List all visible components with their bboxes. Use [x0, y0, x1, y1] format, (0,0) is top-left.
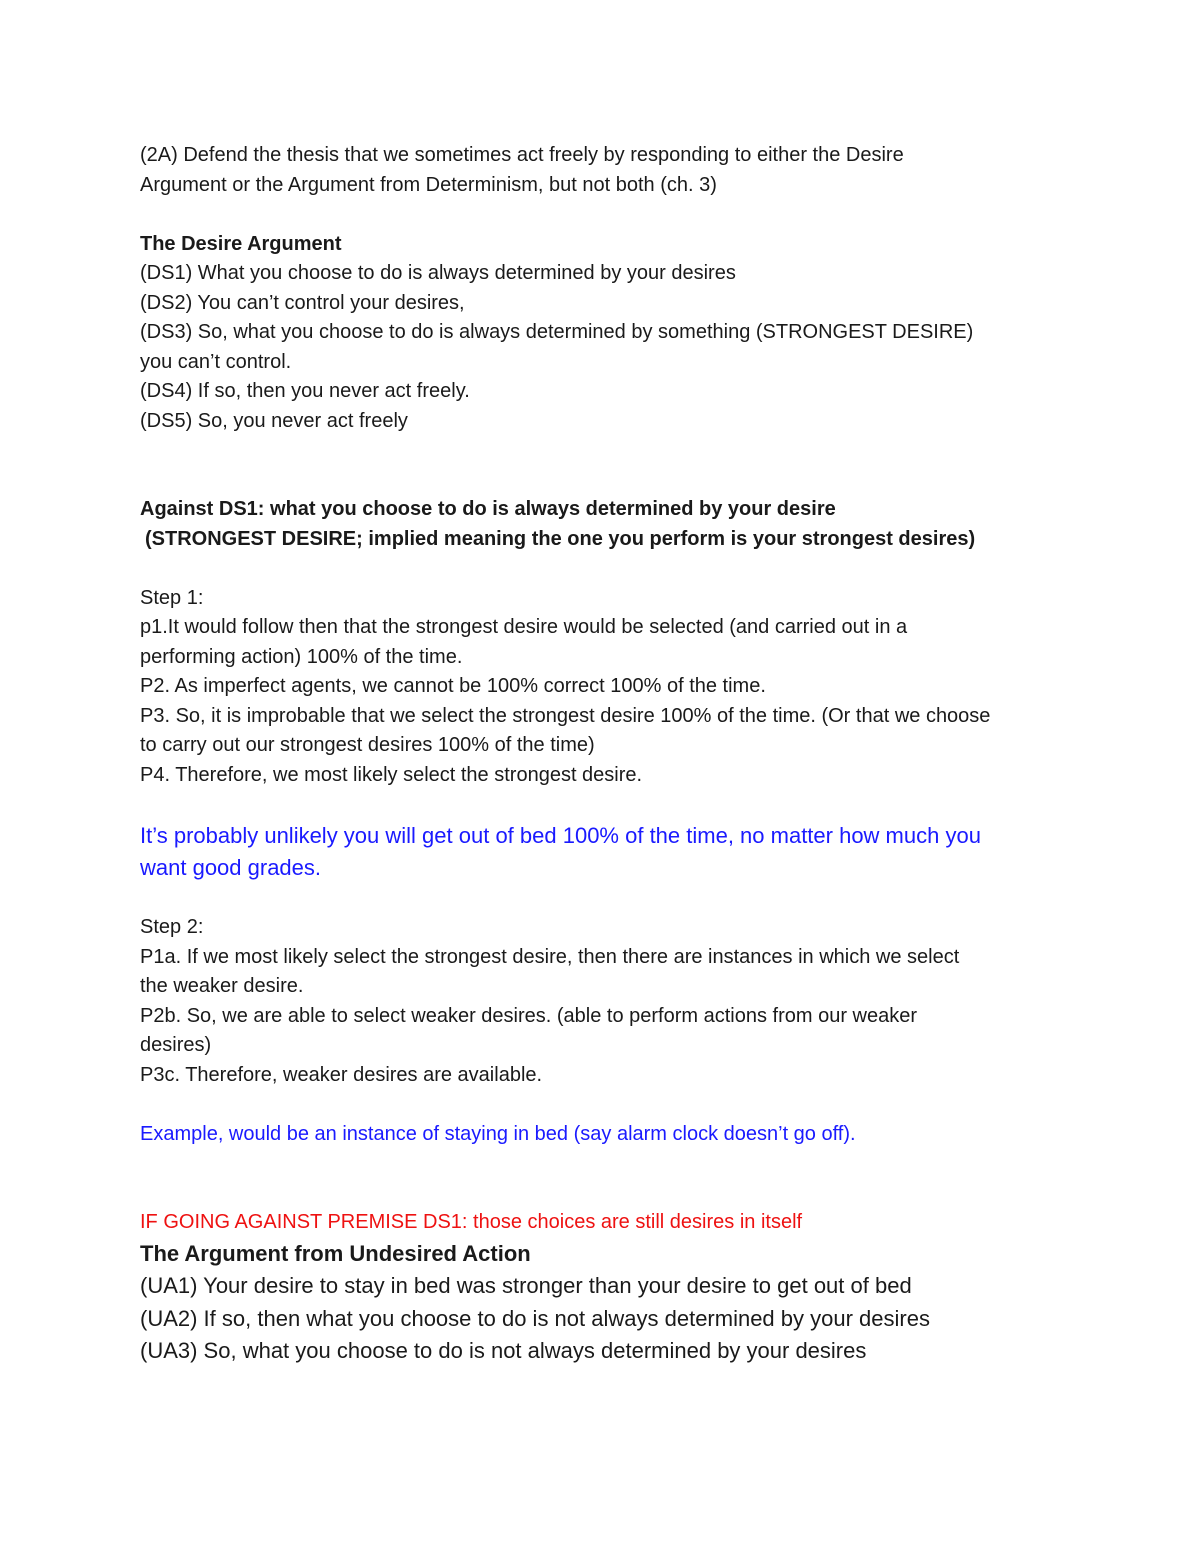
- step1-note-line-2: want good grades.: [140, 854, 322, 880]
- undesired-action-heading: The Argument from Undesired Action: [140, 1240, 531, 1266]
- spacer: [140, 1090, 1080, 1120]
- premise-ds2: (DS2) You can’t control your desires,: [140, 291, 465, 314]
- step1-label: Step 1:: [140, 586, 204, 609]
- spacer: [140, 790, 1080, 820]
- intro-line-2: Argument or the Argument from Determinism, but not both (ch. 3): [140, 173, 717, 196]
- step1-line: to carry out our strongest desires 100% of the time): [140, 734, 595, 756]
- step1-line: P4. Therefore, we most likely select the strongest desire.: [140, 763, 643, 786]
- step2-example: Example, would be an instance of staying in bed (say alarm clock doesn’t go off).: [140, 1122, 856, 1145]
- spacer: [140, 200, 1080, 230]
- premise-ds4: (DS4) If so, then you never act freely.: [140, 380, 470, 402]
- step2-line: P2b. So, we are able to select weaker desires. (able to perform actions from our weaker: [140, 1004, 918, 1027]
- premise-ds3-continued: you can’t control.: [140, 350, 292, 373]
- step1-line: performing action) 100% of the time.: [140, 645, 463, 668]
- premise-ds1: (DS1) What you choose to do is always determined by your desires: [140, 262, 736, 284]
- step2-label: Step 2:: [140, 916, 204, 938]
- step1-line: p1.It would follow then that the strongest desire would be selected (and carried out in a: [140, 616, 908, 638]
- step2-line: the weaker desire.: [140, 975, 304, 997]
- step2-line: P3c. Therefore, weaker desires are available.: [140, 1063, 543, 1086]
- step1-line: P2. As imperfect agents, we cannot be 100% correct 100% of the time.: [140, 675, 766, 697]
- warning-note: IF GOING AGAINST PREMISE DS1: those choices are still desires in itself: [140, 1211, 803, 1233]
- step2-line: desires): [140, 1034, 212, 1056]
- spacer: [140, 436, 1080, 495]
- premise-ua2: (UA2) If so, then what you choose to do is not always determined by your desires: [140, 1305, 930, 1331]
- step1-line: P3. So, it is improbable that we select the strongest desire 100% of the time. (Or that we choose: [140, 704, 991, 727]
- step1-note-line-1: It’s probably unlikely you will get out of bed 100% of the time, no matter how much you: [140, 822, 981, 848]
- against-ds1-heading: Against DS1: what you choose to do is always determined by your desire: [140, 498, 836, 520]
- step2-line: P1a. If we most likely select the strongest desire, then there are instances in which we select: [140, 945, 960, 968]
- spacer: [140, 884, 1080, 914]
- against-ds1-subheading: (STRONGEST DESIRE; implied meaning the one you perform is your strongest desires): [145, 527, 976, 550]
- premise-ds3: (DS3) So, what you choose to do is always determined by something (STRONGEST DESIRE): [140, 321, 974, 343]
- document-body: [140, 141, 1080, 1368]
- desire-argument-heading: The Desire Argument: [140, 232, 342, 255]
- intro-line-1: (2A) Defend the thesis that we sometimes act freely by responding to either the Desire: [140, 144, 904, 166]
- premise-ua3: (UA3) So, what you choose to do is not always determined by your desires: [140, 1338, 867, 1363]
- spacer: [140, 1149, 1080, 1208]
- premise-ds5: (DS5) So, you never act freely: [140, 409, 408, 432]
- premise-ua1: (UA1) Your desire to stay in bed was stronger than your desire to get out of bed: [140, 1273, 912, 1298]
- spacer: [140, 554, 1080, 584]
